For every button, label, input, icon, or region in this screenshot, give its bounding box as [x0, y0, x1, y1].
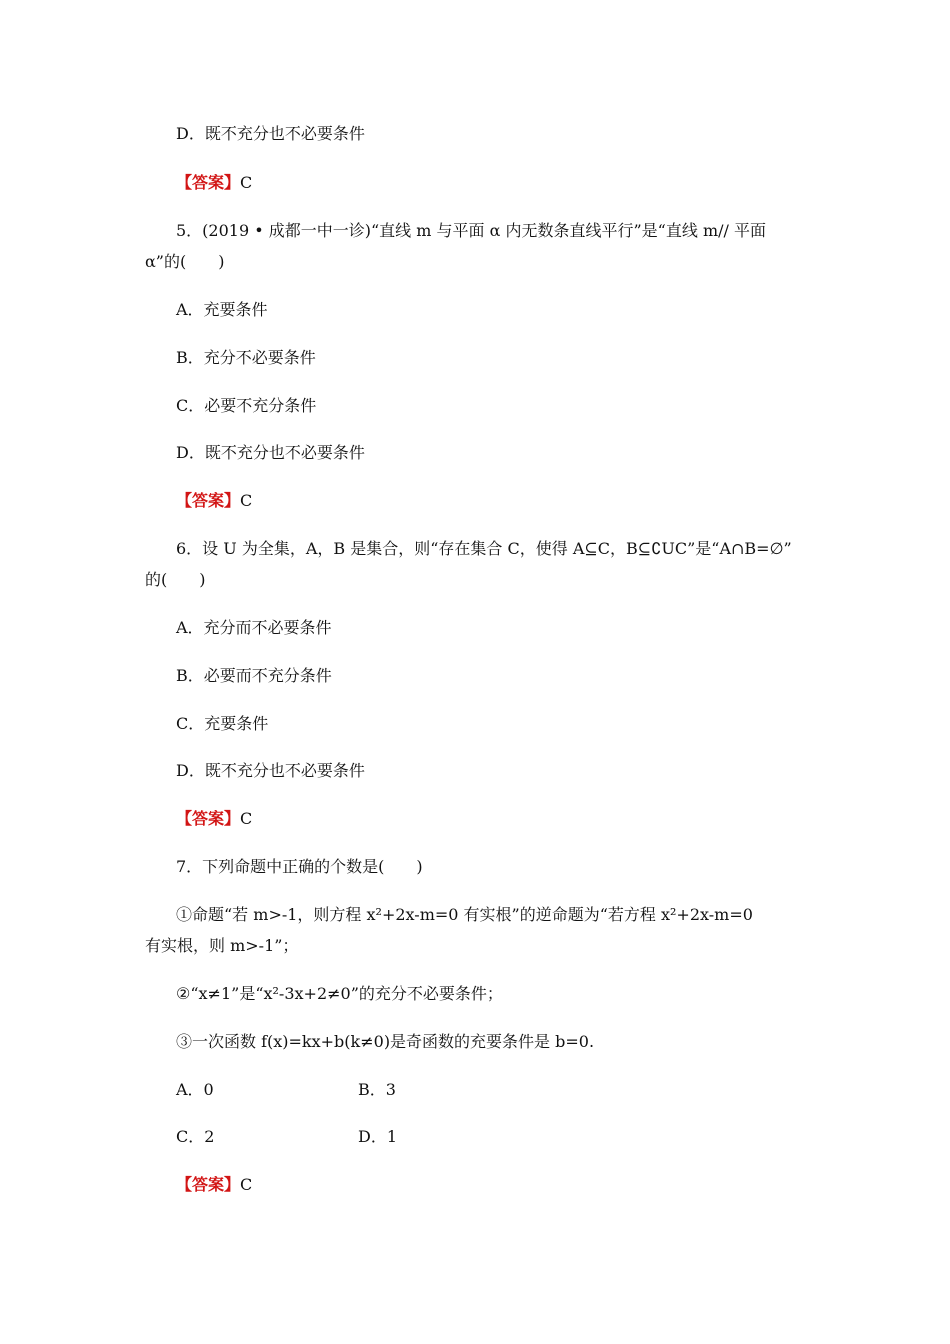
q7-item2: ②“x≠1”是“x²-3x+2≠0”的充分不必要条件； — [176, 984, 503, 1003]
answer-label: 【答案】 — [176, 173, 241, 192]
q5-option-b: B．充分不必要条件 — [176, 348, 316, 367]
q7-stem: 7．下列命题中正确的个数是( ) — [176, 857, 423, 876]
q7-answer — [176, 1175, 252, 1195]
q7-item3: ③一次函数 f(x)=kx+b(k≠0)是奇函数的充要条件是 b=0. — [176, 1032, 595, 1051]
answer-value: C — [240, 1175, 253, 1194]
q6-answer — [176, 809, 252, 829]
q7-option-c: C．2 — [176, 1127, 215, 1146]
answer-value: C — [240, 173, 253, 192]
q7-option-b: B．3 — [358, 1080, 396, 1099]
q6-option-b: B．必要而不充分条件 — [176, 666, 332, 685]
q6-stem-line2: 的( ) — [145, 570, 206, 589]
q7-option-a: A．0 — [176, 1080, 214, 1099]
q5-option-a: A．充要条件 — [176, 300, 268, 319]
q4-option-d: D．既不充分也不必要条件 — [176, 124, 365, 143]
q7-option-d: D．1 — [358, 1127, 398, 1146]
answer-label: 【答案】 — [176, 491, 241, 510]
q6-option-c: C．充要条件 — [176, 714, 269, 733]
answer-label: 【答案】 — [176, 809, 241, 828]
q6-option-a: A．充分而不必要条件 — [176, 618, 332, 637]
q6-option-d: D．既不充分也不必要条件 — [176, 761, 365, 780]
q4-answer — [176, 173, 252, 193]
q7-item1-line1: ①命题“若 m>-1，则方程 x²+2x-m=0 有实根”的逆命题为“若方程 x²+2x-m=0 — [176, 905, 753, 924]
q6-stem-line1: 6．设 U 为全集，A，B 是集合，则“存在集合 C，使得 A⊆C，B⊆∁UC”是“A∩B=∅” — [176, 539, 792, 558]
q5-option-c: C．必要不充分条件 — [176, 396, 317, 415]
q7-item1-line2: 有实根，则 m>-1”； — [145, 936, 299, 955]
answer-value: C — [240, 491, 253, 510]
answer-value: C — [240, 809, 253, 828]
q5-stem-line1: 5．(2019 • 成都一中一诊)“直线 m 与平面 α 内无数条直线平行”是“直线 m// 平面 — [176, 221, 766, 240]
q5-answer — [176, 491, 252, 511]
q5-option-d: D．既不充分也不必要条件 — [176, 443, 365, 462]
answer-label: 【答案】 — [176, 1175, 241, 1194]
q5-stem-line2: α”的( ) — [145, 252, 225, 271]
